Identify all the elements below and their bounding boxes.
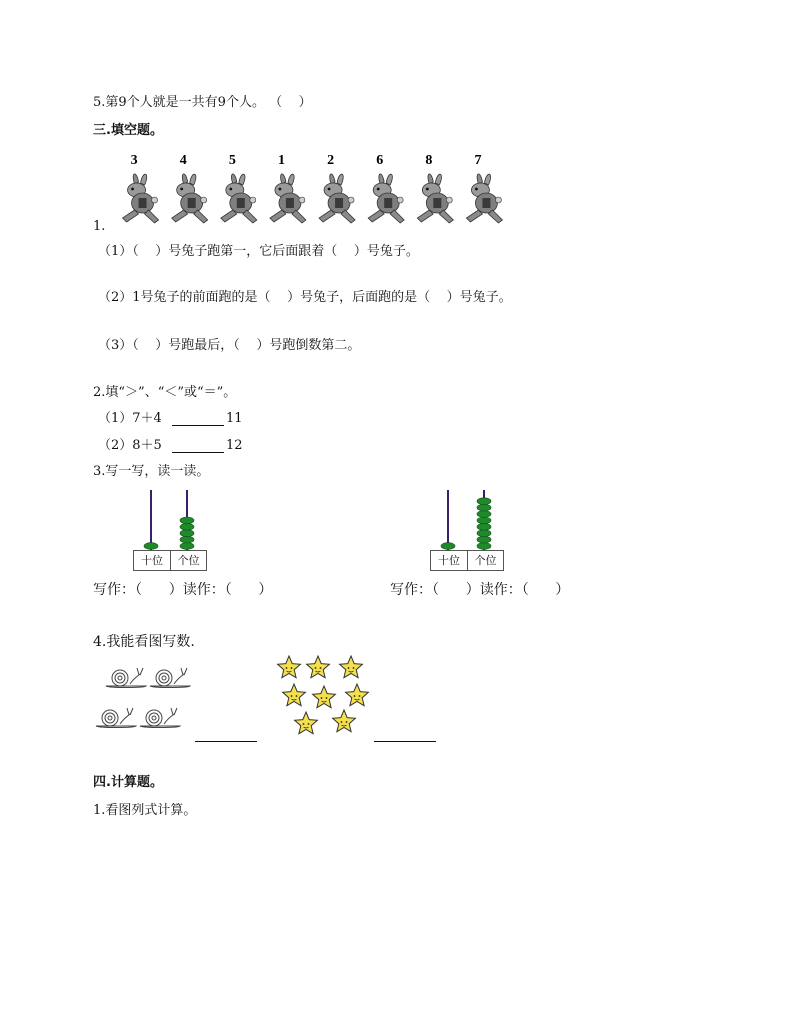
q4-title: 4.我能看图写数. bbox=[93, 634, 195, 650]
rabbit-number-label: 6 bbox=[376, 153, 384, 168]
star-icon bbox=[307, 656, 330, 678]
star-answer-blank[interactable] bbox=[374, 741, 436, 742]
stars-image bbox=[274, 654, 374, 740]
abacus-bead bbox=[477, 498, 491, 505]
abacus-left-drawing bbox=[133, 488, 207, 550]
abacus-tens-label: 十位 bbox=[134, 551, 171, 570]
abacus-bead bbox=[477, 517, 491, 524]
star-icon bbox=[313, 686, 336, 708]
abacus-right bbox=[430, 488, 504, 572]
abacus-bead bbox=[477, 504, 491, 511]
abacus-bead bbox=[180, 530, 194, 537]
snail-icon bbox=[96, 708, 136, 728]
abacus-bead bbox=[441, 543, 455, 550]
q2-sub1: （1）7＋4 bbox=[98, 411, 162, 426]
q1-sub1: （1）（ ）号兔子跑第一，它后面跟着（ ）号兔子。 bbox=[98, 244, 419, 259]
star-icon bbox=[283, 684, 306, 706]
q2-sub1-blank[interactable] bbox=[172, 425, 224, 426]
star-icon bbox=[295, 712, 318, 734]
abacus-ones-label: 个位 bbox=[177, 554, 200, 567]
q1-sub3: （3）（ ）号跑最后，（ ）号跑倒数第二。 bbox=[98, 338, 361, 353]
snail-icon bbox=[150, 668, 190, 688]
q3-answer-left: 写作：（ ）读作：（ ） bbox=[93, 582, 273, 598]
q2-sub1-right: 11 bbox=[226, 411, 243, 426]
rabbit-number-label: 5 bbox=[228, 153, 236, 168]
rabbit-number-label: 4 bbox=[179, 153, 187, 168]
abacus-bead bbox=[477, 530, 491, 537]
q4-calc-title: 1.看图列式计算。 bbox=[93, 803, 197, 818]
abacus-bead bbox=[180, 523, 194, 530]
q3-title: 3.写一写，读一读。 bbox=[93, 464, 210, 479]
rabbit-number-label: 2 bbox=[327, 153, 335, 168]
q3-answer-right: 写作：（ ）读作：（ ） bbox=[390, 582, 570, 598]
q2-sub2-blank[interactable] bbox=[172, 452, 224, 453]
abacus-right-drawing bbox=[430, 488, 504, 550]
star-icon bbox=[278, 656, 301, 678]
section3-title: 三.填空题。 bbox=[93, 123, 163, 138]
abacus-bead bbox=[477, 511, 491, 518]
star-icon bbox=[333, 710, 356, 732]
rabbit-number-label: 3 bbox=[130, 153, 138, 168]
abacus-bead bbox=[477, 543, 491, 550]
q1-sub2: （2）1号兔子的前面跑的是（ ）号兔子，后面跑的是（ ）号兔子。 bbox=[98, 290, 512, 305]
q5-judgement: 5.第9个人就是一共有9个人。 （ ） bbox=[93, 95, 312, 110]
rabbit-number-label: 8 bbox=[425, 153, 433, 168]
star-icon bbox=[340, 656, 363, 678]
q2-sub2-right: 12 bbox=[226, 438, 243, 453]
section4-title: 四.计算题。 bbox=[93, 775, 163, 790]
abacus-right-base bbox=[430, 550, 504, 571]
q1-number: 1. bbox=[93, 219, 106, 234]
snails-image bbox=[92, 656, 192, 734]
abacus-bead bbox=[477, 536, 491, 543]
abacus-bead bbox=[180, 543, 194, 550]
abacus-bead bbox=[477, 523, 491, 530]
snail-icon bbox=[140, 708, 180, 728]
abacus-left bbox=[133, 488, 207, 572]
rabbit-number-label: 7 bbox=[474, 153, 482, 168]
q2-title: 2.填“＞”、“＜”或“＝”。 bbox=[93, 385, 237, 400]
abacus-bead bbox=[144, 543, 158, 550]
abacus-bead bbox=[180, 536, 194, 543]
q2-sub2: （2）8＋5 bbox=[98, 438, 162, 453]
rabbit-number-label: 1 bbox=[277, 153, 285, 168]
abacus-bead bbox=[180, 517, 194, 524]
abacus-ones-label: 个位 bbox=[474, 554, 497, 567]
snail-icon bbox=[106, 668, 146, 688]
star-icon bbox=[346, 684, 369, 706]
rabbit-race-image bbox=[114, 148, 507, 228]
abacus-left-base bbox=[133, 550, 207, 571]
abacus-tens-label: 十位 bbox=[431, 551, 468, 570]
snail-answer-blank[interactable] bbox=[195, 741, 257, 742]
